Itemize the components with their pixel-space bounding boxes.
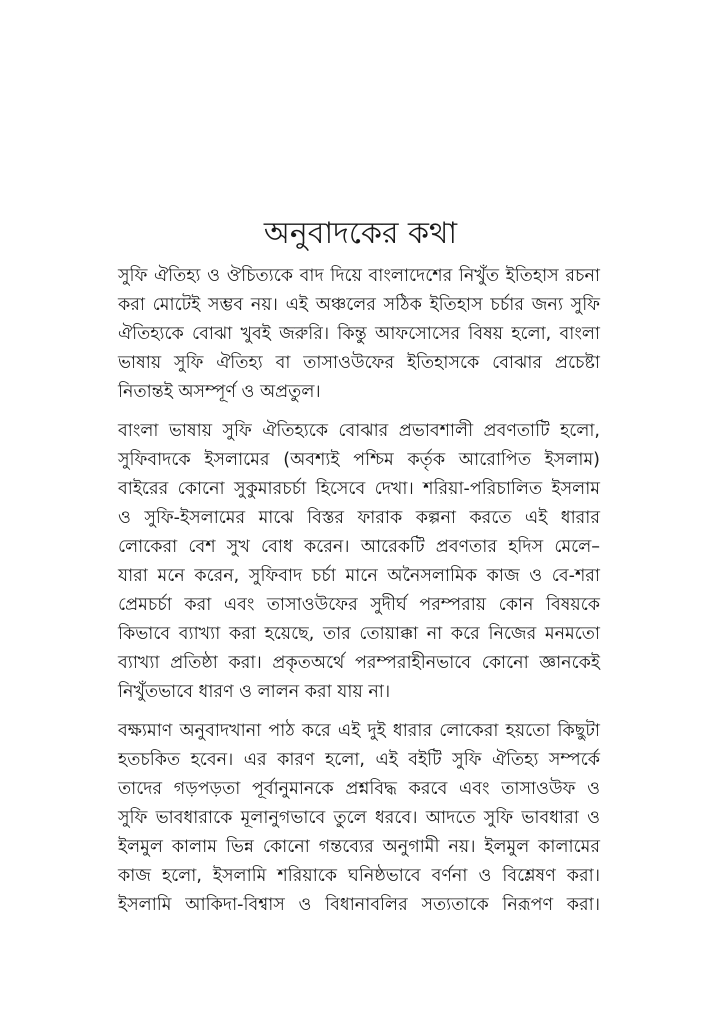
text-line: নিতান্তই অসম্পূর্ণ ও অপ্রতুল। (118, 382, 321, 402)
text-line: কাজ হলো, ইসলামি শরিয়াকে ঘনিষ্ঠভাবে বর্ণনা ও বিশ্লেষণ করা। (118, 866, 600, 886)
text-line: নিখুঁতভাবে ধারণ ও লালন করা যায় না। (118, 682, 391, 702)
text-line: তাদের গড়পড়তা পূর্বানুমানকে প্রশ্নবিদ্ধ করবে এবং তাসাওউফ ও (118, 779, 600, 799)
body-text (118, 262, 600, 930)
text-line: ইলমুল কালাম ভিন্ন কোনো গন্তব্যের অনুগামী নয়। ইলমুল কালামের (118, 837, 600, 857)
text-line: কিভাবে ব্যাখ্যা করা হয়েছে, তার তোয়াক্কা না করে নিজের মনমতো (118, 624, 600, 644)
paragraph-3 (118, 717, 600, 920)
text-line: প্রেমচর্চা করা এবং তাসাওউফের সুদীর্ঘ পরম্পরায় কোন বিষয়কে (118, 595, 600, 615)
page-title: অনুবাদকের কথা (263, 216, 458, 251)
text-line: লোকেরা বেশ সুখ বোধ করেন। আরেকটি প্রবণতার হদিস মেলে– (118, 537, 600, 557)
text-line: সুফি ভাবধারাকে মূলানুগভাবে তুলে ধরবে। আদতে সুফি ভাবধারা ও (118, 808, 600, 828)
text-line: হতচকিত হবেন। এর কারণ হলো, এই বইটি সুফি ঐতিহ্য সম্পর্কে (118, 750, 600, 770)
text-line: সুফিবাদকে ইসলামের (অবশ্যই পশ্চিম কর্তৃক আরোপিত ইসলাম) (118, 450, 600, 470)
text-line: করা মোটেই সম্ভব নয়। এই অঞ্চলের সঠিক ইতিহাস চর্চার জন্য সুফি (118, 295, 600, 315)
paragraph-2 (118, 417, 600, 707)
text-line: ব্যাখ্যা প্রতিষ্ঠা করা। প্রকৃতঅর্থে পরম্পরাহীনভাবে কোনো জ্ঞানকেই (118, 653, 600, 673)
text-line: ঐতিহ্যকে বোঝা খুবই জরুরি। কিন্তু আফসোসের বিষয় হলো, বাংলা (118, 324, 600, 344)
text-line: সুফি ঐতিহ্য ও ঔচিত্যকে বাদ দিয়ে বাংলাদেশের নিখুঁত ইতিহাস রচনা (118, 266, 600, 286)
paragraph-1 (118, 262, 600, 407)
text-line: ভাষায় সুফি ঐতিহ্য বা তাসাওউফের ইতিহাসকে বোঝার প্রচেষ্টা (118, 353, 600, 373)
text-line: বাংলা ভাষায় সুফি ঐতিহ্যকে বোঝার প্রভাবশালী প্রবণতাটি হলো, (118, 421, 600, 441)
text-line: বাইরের কোনো সুকুমারচর্চা হিসেবে দেখা। শরিয়া-পরিচালিত ইসলাম (118, 479, 600, 499)
text-line: ইসলামি আকিদা-বিশ্বাস ও বিধানাবলির সত্যতাকে নিরূপণ করা। (118, 895, 600, 915)
text-line: ও সুফি-ইসলামের মাঝে বিস্তর ফারাক কল্পনা করতে এই ধারার (118, 508, 600, 528)
text-line: বক্ষ্যমাণ অনুবাদখানা পাঠ করে এই দুই ধারার লোকেরা হয়তো কিছুটা (118, 721, 600, 741)
text-line: যারা মনে করেন, সুফিবাদ চর্চা মানে অনৈসলামিক কাজ ও বে-শরা (118, 566, 600, 586)
